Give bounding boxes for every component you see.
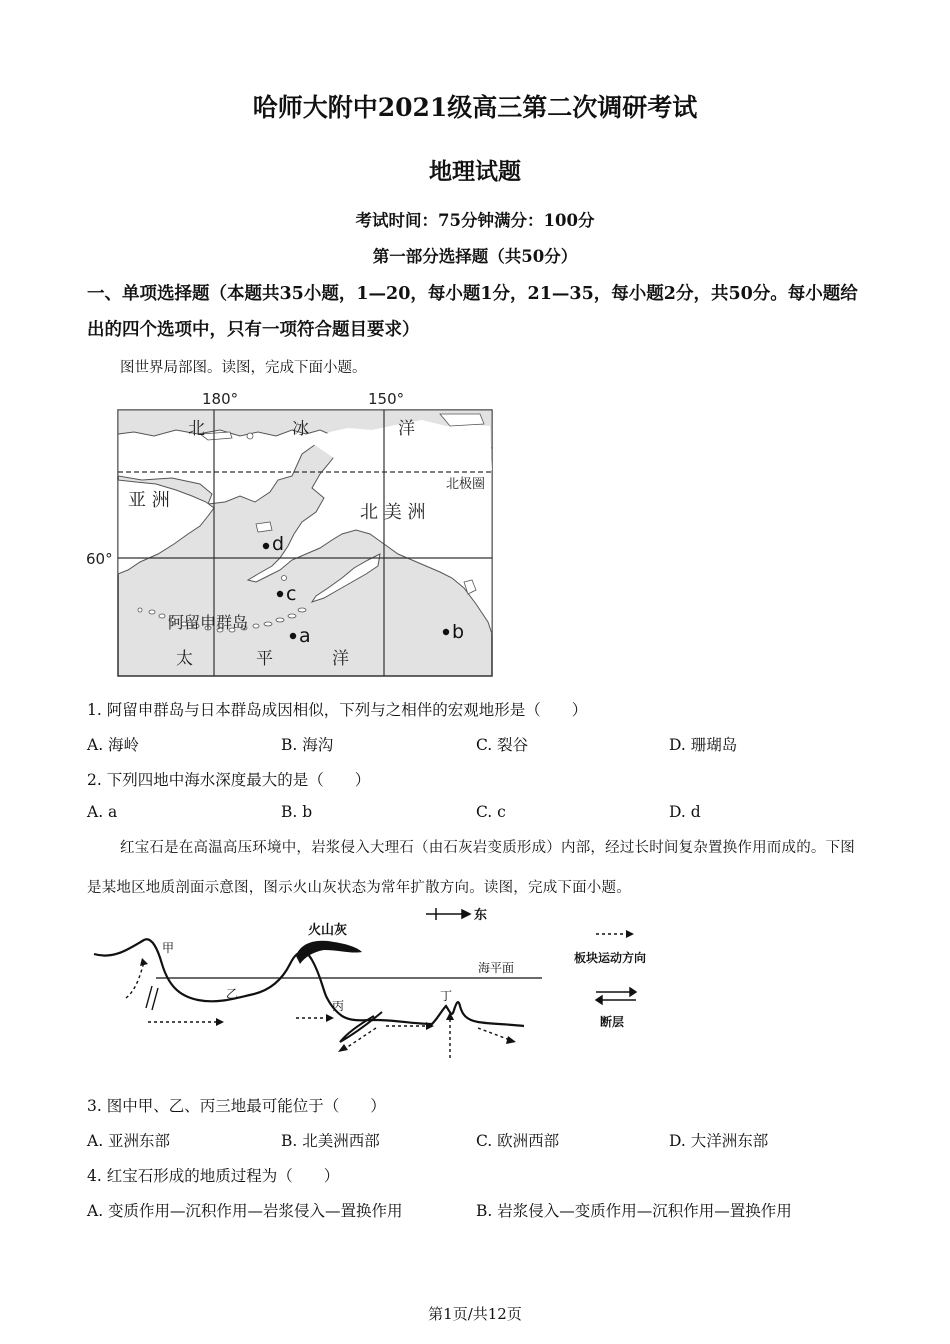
arctic-ocean-char-3: 洋 <box>398 419 415 439</box>
q4-option-a[interactable]: A. 变质作用—沉积作用—岩浆侵入—置换作用 <box>87 1202 403 1220</box>
q4-option-b[interactable]: B. 岩浆侵入—变质作用—沉积作用—置换作用 <box>476 1202 792 1220</box>
q3-option-b[interactable]: B. 北美洲西部 <box>281 1132 380 1150</box>
volcanic-ash-label: 火山灰 <box>308 923 348 938</box>
group1-intro: 图世界局部图。读图，完成下面小题。 <box>120 360 367 376</box>
bing-label: 丙 <box>332 999 345 1013</box>
legend-fault-label: 断层 <box>600 1015 625 1029</box>
aleutian-label: 阿留申群岛 <box>168 613 249 632</box>
question-4-stem: 4. 红宝石形成的地质过程为（ ） <box>87 1167 340 1185</box>
point-a-label: a <box>299 625 311 647</box>
point-b-label: b <box>452 621 465 643</box>
fault-symbol <box>146 986 158 1010</box>
q3-option-c[interactable]: C. 欧洲西部 <box>476 1132 560 1150</box>
legend-plate-label: 板块运动方向 <box>574 951 647 965</box>
q3-option-a[interactable]: A. 亚洲东部 <box>87 1132 171 1150</box>
q2-option-d[interactable]: D. d <box>669 803 701 821</box>
world-partial-map <box>80 384 500 684</box>
asia-label: 亚 洲 <box>128 490 170 511</box>
pacific-char-3: 洋 <box>332 649 349 669</box>
question-2-stem: 2. 下列四地中海水深度最大的是（ ） <box>87 771 371 789</box>
point-b <box>443 629 449 635</box>
volcanic-ash-plume <box>296 941 362 964</box>
point-d-label: d <box>272 533 285 555</box>
sea-level-label: 海平面 <box>478 961 515 975</box>
q2-option-b[interactable]: B. b <box>281 803 313 821</box>
q1-option-d[interactable]: D. 珊瑚岛 <box>669 736 738 754</box>
q1-option-a[interactable]: A. 海岭 <box>87 736 140 754</box>
exam-title: 哈师大附中2021级高三第二次调研考试 <box>252 93 698 122</box>
north-america-label: 北 美 洲 <box>360 502 426 523</box>
plate-motion-arrows <box>126 962 510 1058</box>
part-title: 第一部分选择题（共50分） <box>372 247 578 266</box>
arctic-ocean-char-1: 北 <box>188 419 205 439</box>
question-3-stem: 3. 图中甲、乙、丙三地最可能位于（ ） <box>87 1097 386 1115</box>
q1-option-c[interactable]: C. 裂谷 <box>476 736 529 754</box>
east-arrow <box>426 908 470 920</box>
pacific-char-2: 平 <box>256 649 273 669</box>
point-c-label: c <box>286 583 297 605</box>
point-d <box>263 543 269 549</box>
q2-option-c[interactable]: C. c <box>476 803 506 821</box>
exam-info: 考试时间：75分钟满分：100分 <box>355 211 595 230</box>
legend-fault <box>596 988 636 1004</box>
q1-option-b[interactable]: B. 海沟 <box>281 736 334 754</box>
point-a <box>290 633 296 639</box>
q2-option-a[interactable]: A. a <box>87 803 118 821</box>
section-heading: 一、单项选择题（本题共35小题，1—20，每小题1分，21—35，每小题2分，共50分。每小题给出的四个选项中，只有一项符合题目要求） <box>87 284 858 340</box>
q3-option-d[interactable]: D. 大洋洲东部 <box>669 1132 769 1150</box>
point-c <box>277 591 283 597</box>
pacific-char-1: 太 <box>176 649 193 669</box>
lat-60-label: 60° <box>86 550 113 568</box>
yi-label: 乙 <box>226 987 239 1001</box>
arctic-circle-label: 北极圈 <box>446 477 486 492</box>
geologic-profile-diagram <box>86 900 686 1070</box>
jia-label: 甲 <box>162 941 175 955</box>
question-1-stem: 1. 阿留申群岛与日本群岛成因相似，下列与之相伴的宏观地形是（ ） <box>87 701 588 719</box>
east-label: 东 <box>474 908 488 923</box>
arctic-ocean-char-2: 冰 <box>292 419 309 439</box>
lon-150-label: 150° <box>368 390 405 408</box>
page-footer: 第1页/共12页 <box>428 1305 522 1323</box>
lon-180-label: 180° <box>202 390 239 408</box>
group2-intro: 红宝石是在高温高压环境中，岩浆侵入大理石（由石灰岩变质形成）内部，经过长时间复杂置换作用而成的。下图是某地区地质剖面示意图，图示火山灰状态为常年扩散方向。读图，完成下面小题。 <box>87 840 855 896</box>
ding-label: 丁 <box>440 989 453 1003</box>
subject-title: 地理试题 <box>429 158 521 185</box>
